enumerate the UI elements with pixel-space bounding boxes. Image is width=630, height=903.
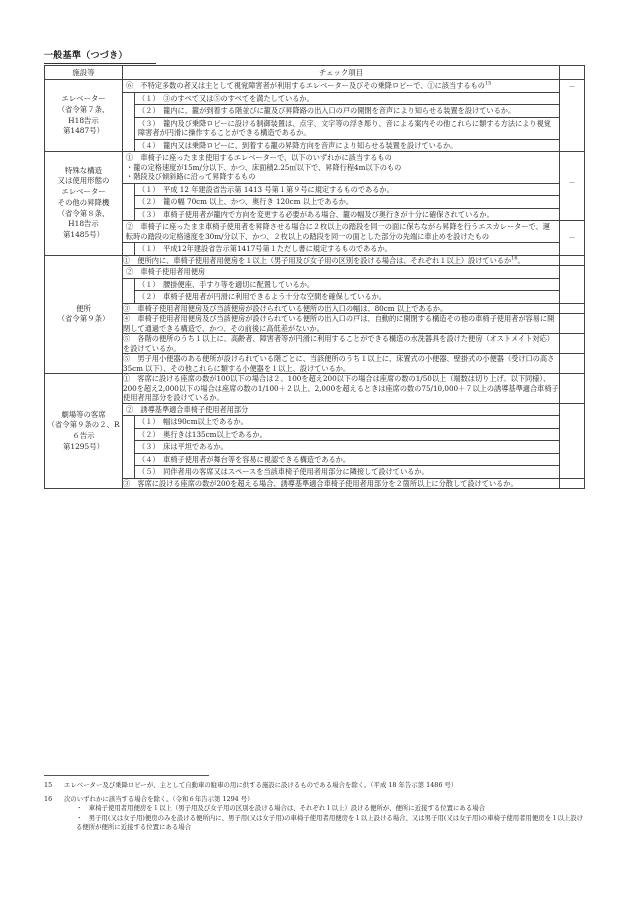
special-lift-sub-4: （１） 平成12年建設省告示第1417号第１ただし書に規定するものであるか。 [134, 243, 559, 255]
header-check: チェック項目 [123, 66, 560, 80]
toilet-sub-2: （２） 車椅子使用者が円滑に利用できるよう十分な空間を確保しているか。 [134, 291, 559, 303]
facility-theater: 劇場等の客席 （省令第９条の２、R ６告示 第1295号） [45, 374, 123, 489]
toilet-item-3: ③ 車椅子使用者用便房及び当該便房が設けられている便所の出入口の幅は、80cm 以上であるか。 [123, 303, 560, 314]
facility-special-lift: 特殊な構造 又は使用形態の エレベーター その他の昇降機 （省令第８条、 H18告示 第1485号） [45, 152, 123, 256]
toilet-mark-2 [560, 266, 585, 304]
toilet-mark-3 [560, 303, 585, 314]
footnote-16-bullet-1: ・ 車椅子使用者用便房を１以上（男子用及び女子用の区別を設ける場合は、それぞれ１以上）設ける便所が、便所に近接する位置にある場合 [76, 804, 485, 813]
special-lift-sub-1: （１） 平成 12 年建設省告示第 1413 号第１第９号に規定するものであるか。 [134, 184, 559, 197]
theater-sub-5: （５） 同伴者用の客席又はスペースを当該車椅子使用者用部分に隣接して設けているか。 [134, 466, 559, 478]
toilet-item-6: ⑤ 男子用小便器のある便所が設けられている階ごとに、当該便所のうち１以上に、床置式の小便器、壁掛式の小便器（受け口の高さ 35cm 以下）、その他これらに類する小便器を１以上、設けているか。 [123, 354, 560, 374]
toilet-mark-1 [560, 255, 585, 266]
toilet-item-4: ④ 車椅子使用者用便房及び当該便房が設けられている便所の出入口の戸は、自動的に開閉する構造その他の車椅子使用者が容易に開閉して通過できる構造で、かつ、その前後に高低差がないか。 [123, 314, 560, 334]
toilet-row-3 [45, 303, 585, 314]
theater-sub-1: （１） 幅は90cm以上であるか。 [134, 416, 559, 429]
toilet-mark-6 [560, 354, 585, 374]
theater-sub-4: （４） 車椅子使用者が舞台等を容易に視認できる構造であるか。 [134, 454, 559, 467]
toilet-item-1: ① 便所内に、車椅子使用者用便房を１以上（男子用及び女子用の区別を設ける場合は、それぞれ１以上）設けているか$^{16}$。 [123, 255, 560, 266]
toilet-sub-1: （１） 腰掛便座、手すり等を適切に配置しているか。 [134, 279, 559, 292]
theater-row-2 [45, 403, 585, 478]
toilet-mark-4 [560, 314, 585, 334]
toilet-mark-5 [560, 334, 585, 354]
theater-mark-3 [560, 478, 585, 489]
page-title: 一般基準（つづき） [44, 51, 128, 61]
special-lift-sub-2: （２） 籠の幅 70cm 以上、かつ、奥行き 120cm 以上であるか。 [134, 196, 559, 209]
footnote-ref-15: 15 [484, 80, 492, 87]
elevator-mark: － [560, 80, 585, 152]
footnote-16-number: 16 [44, 795, 53, 803]
toilet-item-5: ⑤ 各階の便所のうち１以上に、高齢者、障害者等が円滑に利用することができる構造の水洗器具を設けた便房（オストメイト対応）を設けているか。 [123, 334, 560, 354]
special-lift-row-2 [45, 221, 585, 256]
footnote-15 [44, 781, 584, 790]
elevator-main-item: ⑥ 不特定多数の者又は主として視覚障害者が利用するエレベーター及びその乗降ロビーで、①に該当するもの$^{15}$ [123, 80, 559, 93]
special-lift-item-2-text: ② 車椅子に座ったまま車椅子使用者を昇降させる場合に２枚以上の踏段を同一の面に保ちながら昇降を行うエスカレーターで、運転時の踏段の定格速度を30m/分以下、かつ、２枚以上の踏段を同一の面とした部分の先端に車止めを設けたもの [123, 221, 559, 243]
footnote-16-text: 次のいずれかに該当する場合を除く。（令和６年告示第 1294 号） [64, 795, 254, 803]
special-lift-item-1 [123, 152, 560, 221]
special-lift-sub-3: （３） 車椅子使用者が籠内で方向を変更する必要がある場合、籠の幅及び奥行きが十分に確保されているか。 [134, 209, 559, 221]
special-lift-mark-2: － [560, 221, 585, 256]
theater-sub-3: （３） 床は平坦であるか。 [134, 441, 559, 454]
footnote-16 [44, 795, 584, 832]
special-lift-item-1-text: ① 車椅子に座ったまま使用するエレベーターで、以下のいずれかに該当するもの ・籠の定格速度が15m/分以下、かつ、床面積2.25㎡以下で、昇降行程4m以下のもの ・階段及び傾斜路に沿って昇降するもの [123, 152, 559, 184]
header-facility: 施設等 [45, 66, 123, 80]
toilet-item-2 [123, 266, 560, 304]
toilet-item-2-text: ② 車椅子使用者用便房 [123, 266, 559, 279]
elevator-row [45, 80, 585, 152]
elevator-sub-4: （４） 籠内又は乗降ロビーに、到着する籠の昇降方向を音声により知らせる装置を設けているか。 [134, 140, 559, 152]
title-underline [44, 63, 156, 64]
special-lift-mark-1: － [560, 152, 585, 221]
elevator-sub-1: （１） ③のすべて又は⑤のすべてを満たしているか。 [134, 93, 559, 106]
theater-item-3: ③ 客席に設ける座席の数が200を超える場合、誘導基準適合車椅子使用者用部分を２箇所以上に分散して設けているか。 [123, 478, 560, 489]
theater-mark-2 [560, 403, 585, 478]
special-lift-item-2 [123, 221, 560, 256]
toilet-row-1 [45, 255, 585, 266]
theater-item-2 [123, 403, 560, 478]
theater-sub-2: （２） 奥行きは135cm以上であるか。 [134, 429, 559, 442]
theater-mark-1 [560, 374, 585, 404]
theater-item-2-text: ② 誘導基準適合車椅子使用者用部分 [123, 404, 559, 417]
toilet-row-2 [45, 266, 585, 304]
facility-elevator: エレベーター （省令第７条、 H18告示 第1487号） [45, 80, 123, 152]
checklist-table [44, 65, 585, 489]
footnote-ref-16: 16 [511, 255, 518, 262]
header-mark [560, 66, 585, 80]
elevator-sub-2: （２） 籠内に、籠が到着する階並びに籠及び昇降路の出入口の戸の開閉を音声により知らせる装置を設けているか。 [134, 105, 559, 118]
theater-item-1: ① 客席に設ける座席の数が100以下の場合は２、100を超え200以下の場合は座席の数の1/50以上（端数は切り上げ。以下同様）、200を超え2,000以下の場合は座席の数の1/100＋２以上、2,000を超えるときは座席の数の75/10,000＋７以上の誘導基準適合車椅子使用者用部分を設けているか。 [123, 374, 559, 402]
toilet-row-5 [45, 334, 585, 354]
footnote-16-bullet-2: ・ 男子用(又は女子用)便房のみを設ける便所内に、男子用(又は女子用)の車椅子使用者用便房を１以上設ける場合、又は男子用(又は女子用)の車椅子使用者用便房を１以上設ける便所が便所に近接する位置にある場合 [76, 813, 584, 831]
special-lift-row-1 [45, 152, 585, 221]
toilet-row-4 [45, 314, 585, 334]
facility-toilet: 便所 （省令第９条） [45, 255, 123, 374]
toilet-row-6 [45, 354, 585, 374]
footnote-15-text: エレベーター及び乗降ロビーが、主として自動車の駐車の用に供する施設に設けるものである場合を除く。（平成 18 年告示第 1486 号） [64, 781, 458, 789]
theater-row-3 [45, 478, 585, 489]
footnote-divider [44, 775, 209, 776]
theater-row-1 [45, 374, 585, 404]
footnote-15-number: 15 [44, 781, 53, 789]
header-row [45, 66, 585, 80]
elevator-checks [123, 80, 560, 152]
elevator-sub-3: （３） 籠内及び乗降ロビーに設ける制御装置は、点字、文字等の浮き彫り、音による案内その他これらに類する方法により視覚障害者が円滑に操作することができる構造であるか。 [134, 118, 559, 140]
